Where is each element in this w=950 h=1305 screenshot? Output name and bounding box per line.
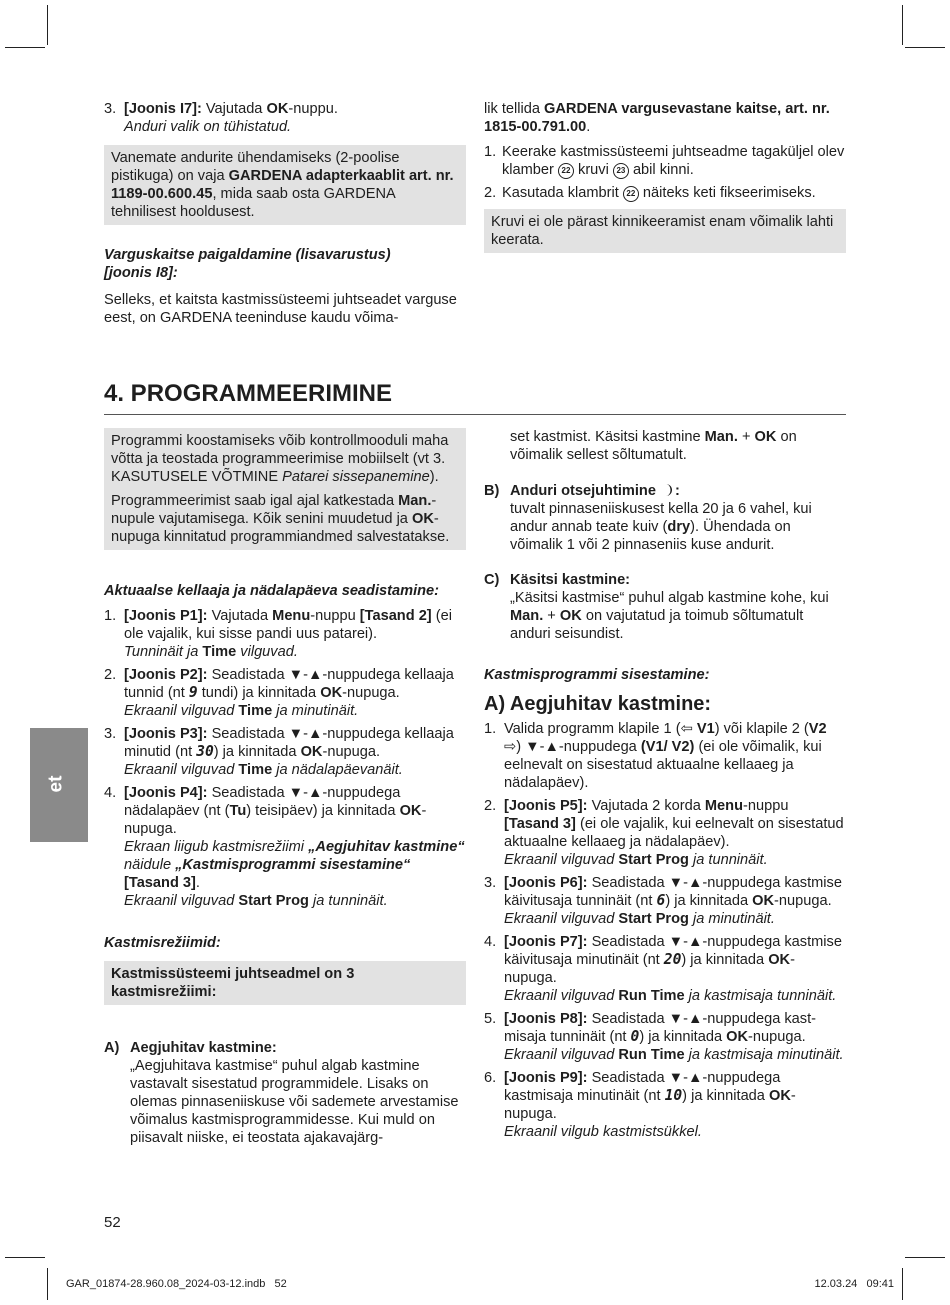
text: (ei ole vajalik, kui eelnevalt on sisestatud aktuaalne kellaaeg ja nädalapäev). [504,816,844,850]
text: tuvalt pinnaseniiskusest kella 20 ja 6 vahel, kui andur annab teate kuiv ( [510,501,812,535]
text: set kastmist. Käsitsi kastmine [510,429,705,445]
text: Seadistada ▼-▲-nuppudega kastmisaja tunninäit (nt [504,1011,816,1045]
note-box [104,428,466,550]
list-item [484,874,846,928]
mode-label: „Aegjuhitav kastmine“ [308,839,465,855]
paragraph [111,492,459,546]
text: on võimalik sellest sõltumatult. [510,429,797,463]
text: Seadistada ▼-▲-nuppudega kastmisaja minutinäit (nt [504,1070,781,1104]
text: -nupuga. [504,1088,796,1122]
mode-title: Aegjuhitav kastmine: [130,1040,277,1056]
text: (ei ole vajalik, kui sisse pandi uus patarei). [124,608,452,642]
item-number: 3. [104,726,117,742]
result-text: Ekraanil vilguvad [504,911,619,927]
result-text: ja tunninäit. [308,893,388,909]
text: kruvi [573,162,613,178]
subheading [104,246,466,282]
result-text: Anduri valik on tühistatud. [124,119,292,135]
crop-mark [47,1268,48,1300]
result-text: ja kastmisaja tunninäit. [684,988,837,1004]
text: ) ▼-▲-nuppudega [516,739,641,755]
text: ) ja kinnitada [681,952,769,968]
ok-label: OK [559,608,582,624]
crop-mark [5,1257,45,1258]
text: Valida programm klapile 1 ( [504,721,681,737]
crop-mark [905,47,945,48]
start-prog-label: Start Prog [618,911,689,927]
crop-mark [902,5,903,45]
item-number: 1. [104,608,117,624]
ok-label: OK [726,1029,749,1045]
start-prog-label: Start Prog [238,893,309,909]
result-text: ja minutinäit. [272,703,359,719]
ok-label: OK [752,893,775,909]
top-left-column [104,100,466,327]
mode-label: „Kastmisprogrammi sisestamine“ [175,857,411,873]
result-text: Tunninäit ja [124,644,203,660]
paragraph: Selleks, et kaitsta kastmissüsteemi juhtseadet varguse eest, on GARDENA teeninduse kaudu võima- [104,292,457,326]
time-label: Time [238,703,273,719]
section-title: 4. PROGRAMMEERIMINE [104,380,393,407]
note-box [104,145,466,225]
ref-22-icon: 22 [623,186,639,202]
section-rule [104,414,846,415]
result-text: Ekraanil vilguvad [124,893,239,909]
text: Seadistada ▼-▲-nuppudega kastmise käivitusaja minutinäit (nt [504,934,842,968]
paragraph [484,100,846,136]
segment-digits: 6 [656,892,666,909]
italic-text: Patarei sissepanemine [282,469,430,485]
figure-ref: [Joonis P8]: [504,1011,588,1027]
result-text: näidule [124,857,176,873]
figure-ref: [Joonis P6]: [504,875,588,891]
text: -nupuga. [748,1029,806,1045]
mode-letter: B) [484,483,500,499]
ok-label: OK [300,744,323,760]
list-item [484,184,846,202]
figure-ref: [Joonis P9]: [504,1070,588,1086]
text: + [543,608,560,624]
segment-digits: 30 [196,743,214,760]
result-text: Ekraanil vilgub kastmistsükkel. [504,1124,702,1140]
result-text: Ekraanil vilguvad [124,703,239,719]
result-text: vilguvad. [236,644,298,660]
text: ) ja kinnitada [665,893,753,909]
man-label: Man. [510,608,544,624]
tu-label: Tu [229,803,247,819]
ref-22-icon: 22 [558,163,574,179]
segment-digits: 0 [630,1028,640,1045]
item-number: 2. [484,185,497,201]
item-number: 3. [484,875,497,891]
item-number: 3. [104,101,117,117]
result-text: Ekraan liigub kastmisrežiimi [124,839,309,855]
result-text: ja minutinäit. [688,911,775,927]
text: Seadistada ▼-▲-nuppudega kellaaja tunnid (nt [124,667,454,701]
text: Vajutada 2 korda [587,798,705,814]
result-text: Ekraanil vilguvad [504,1047,619,1063]
ok-label: OK [768,952,791,968]
segment-digits: 9 [188,684,198,701]
run-time-label: Run Time [618,988,685,1004]
note-box: Kruvi ei ole pärast kinnikeeramist enam võimalik lahti keerata. [484,209,846,253]
level-label: [Tasand 3] [504,816,576,832]
item-number: 6. [484,1070,497,1086]
item-number: 5. [484,1011,497,1027]
text: ) ja kinnitada [639,1029,727,1045]
text: „Käsitsi kastmise“ puhul algab kastmine kohe, kui [510,590,829,606]
ok-label: OK [266,101,289,117]
language-tab-label: et [45,775,67,793]
item-number: 4. [484,934,497,950]
text: -nupuga kinnitatud programmiandmed salvestatakse. [111,511,450,545]
level-label: [Tasand 2] [359,608,432,624]
figure-ref: [Joonis I7]: [124,101,202,117]
figure-ref: [Joonis P5]: [504,798,588,814]
text: Programmeerimist saab igal ajal katkestada [111,493,399,509]
text: näiteks keti fikseerimiseks. [638,185,816,201]
language-tab [30,728,88,842]
list-item [104,784,466,910]
subsection-title: A) Aegjuhitav kastmine: [484,693,712,715]
figure-ref: [Joonis P2]: [124,667,208,683]
ok-label: OK [411,511,434,527]
paragraph [111,432,459,486]
left-column [104,428,466,1147]
text: -nupuga. [342,685,400,701]
text: (ei ole võimalik, kui eelnevalt on sisestatud aktuaalne kellaaeg ja nädalapäev). [504,739,822,791]
note-box: Kastmissüsteemi juhtseadmel on 3 kastmisrežiimi: [104,961,466,1005]
menu-label: Menu [704,798,743,814]
text: ) või klapile 2 ( [714,721,809,737]
footer-date-time: 12.03.24 09:41 [814,1278,894,1290]
text: Seadistada ▼-▲-nuppudega kellaaja minutid (nt [124,726,454,760]
item-number: 2. [104,667,117,683]
text: ) ja kinnitada [682,1088,769,1104]
mode-letter: C) [484,572,500,588]
menu-label: Menu [272,608,311,624]
heading-line: Varguskaitse paigaldamine (lisavarustus) [104,247,391,263]
level-label: [Tasand 3] [124,875,196,891]
subheading: Kastmisrežiimid: [104,935,221,951]
ok-label: OK [754,429,777,445]
valve-label: V1 [692,721,715,737]
text: ). [429,469,439,485]
top-right-column [484,100,846,253]
time-label: Time [238,762,273,778]
figure-ref: [Joonis P7]: [504,934,588,950]
item-number: 2. [484,798,497,814]
figure-ref: [Joonis P4]: [124,785,208,801]
item-number: 1. [484,144,497,160]
item-number: 4. [104,785,117,801]
result-text: ja kastmisaja minutinäit. [684,1047,844,1063]
list-item [104,666,466,720]
text: on vajutatud ja toimub sõltumatult anduri seisundist. [510,608,804,642]
list-item [104,100,466,136]
arrow-left-icon: ⇦ [680,721,693,737]
text: -nuppu [743,798,789,814]
valve-label: (V1/ V2) [640,739,695,755]
heading-line: [joonis I8]: [104,265,178,281]
text: -nupule vajutamisega. Kõik senini muudetud ja [111,493,437,527]
run-time-label: Run Time [618,1047,685,1063]
crop-mark [47,5,48,45]
text: tundi) ja kinnitada [197,685,321,701]
figure-ref: [Joonis P3]: [124,726,208,742]
item-number: 1. [484,721,497,737]
colon: : [675,483,680,499]
text: abil kinni. [628,162,694,178]
crop-mark [902,1268,903,1300]
bold-text: GARDENA vargusevastane kaitse, art. nr. 1815-00.791.00 [484,101,830,135]
list-item [484,1069,846,1141]
crop-mark [905,1257,945,1258]
result-text: Ekraanil vilguvad [124,762,239,778]
text: „Aegjuhitava kastmise“ puhul algab kastmine vastavalt sisestatud programmidele. Lisaks on olemas pinnaseniiskuse või sademete arvestamise võimalus kastmisprogrammidesse. Kui muld on piisavalt niiske, ei teostata ajakavajärg- [130,1058,459,1146]
text: Vajutada [207,608,273,624]
result-text: Ekraanil vilguvad [504,988,619,1004]
text: -nupuga. [322,744,381,760]
text: Seadistada ▼-▲-nuppudega kastmise käivitusaja tunninäit (nt [504,875,842,909]
segment-digits: 10 [664,1087,683,1104]
mode-item [484,571,846,643]
list-item [484,933,846,1005]
figure-ref: [Joonis P1]: [124,608,208,624]
result-text: Ekraanil vilguvad [504,852,619,868]
text: -nupuga. [774,893,832,909]
list-item [104,607,466,661]
paragraph [484,428,846,464]
subheading: Kastmisprogrammi sisestamine: [484,667,710,683]
text: -nupuga. [504,952,795,986]
subheading: Aktuaalse kellaaja ja nädalapäeva seadistamine: [104,583,440,599]
text: -nupuga. [124,803,427,837]
footer-file-info: GAR_01874-28.960.08_2024-03-12.indb 52 [66,1278,287,1290]
arrow-right-icon: ⇨ [504,739,517,755]
mode-letter: A) [104,1040,120,1056]
text: , mida saab osta GARDENA tehnilisest hooldusest. [111,186,395,220]
ok-label: OK [399,803,422,819]
crop-mark [5,47,45,48]
time-label: Time [202,644,237,660]
text: -nuppu [310,608,360,624]
result-text: ja nädalapäevanäit. [272,762,403,778]
ref-23-icon: 23 [613,163,629,179]
text: . [195,875,200,891]
text: ) teisipäev) ja kinnitada [246,803,400,819]
list-item [484,720,846,792]
result-text: ja tunninäit. [688,852,768,868]
list-item [484,797,846,869]
mode-title: Anduri otsejuhtimine [510,483,656,499]
list-item [484,143,846,179]
right-column [484,428,846,1141]
text: lik tellida [484,101,545,117]
text: -nuppu. [288,101,338,117]
text: + [737,429,755,445]
text: Programmi koostamiseks võib kontrollmooduli maha võtta ja teostada programmeerimise mobiilselt (vt 3. KASUTUSELE VÕTMINE [111,433,449,485]
man-label: Man. [398,493,432,509]
page-number: 52 [104,1214,121,1231]
bold-text: GARDENA adapterkaablit art. nr. 1189-00.600.45 [111,168,454,202]
text: Keerake kastmissüsteemi juhtseadme tagaküljel olev klamber [502,144,845,178]
mode-title: Käsitsi kastmine: [510,572,631,588]
mode-item [104,1039,466,1147]
start-prog-label: Start Prog [618,852,689,868]
list-item [104,725,466,779]
ok-label: OK [320,685,343,701]
text: Seadistada ▼-▲-nuppudega nädalapäev (nt ( [124,785,401,819]
text: Vajutada [201,101,267,117]
segment-digits: 20 [663,951,682,968]
moon-icon [663,483,675,497]
mode-item [484,482,846,554]
text: Kasutada klambrit [502,185,623,201]
list-item [484,1010,846,1064]
text: Vanemate andurite ühendamiseks (2-poolise pistikuga) on vaja [111,150,400,184]
text: . [586,119,591,135]
text: ). Ühendada on võimalik 1 või 2 pinnaseniis kuse andurit. [510,519,791,553]
dry-label: dry [667,519,691,535]
valve-label: V2 [808,721,827,737]
text: ) ja kinnitada [213,744,301,760]
man-label: Man. [704,429,738,445]
ok-label: OK [768,1088,791,1104]
